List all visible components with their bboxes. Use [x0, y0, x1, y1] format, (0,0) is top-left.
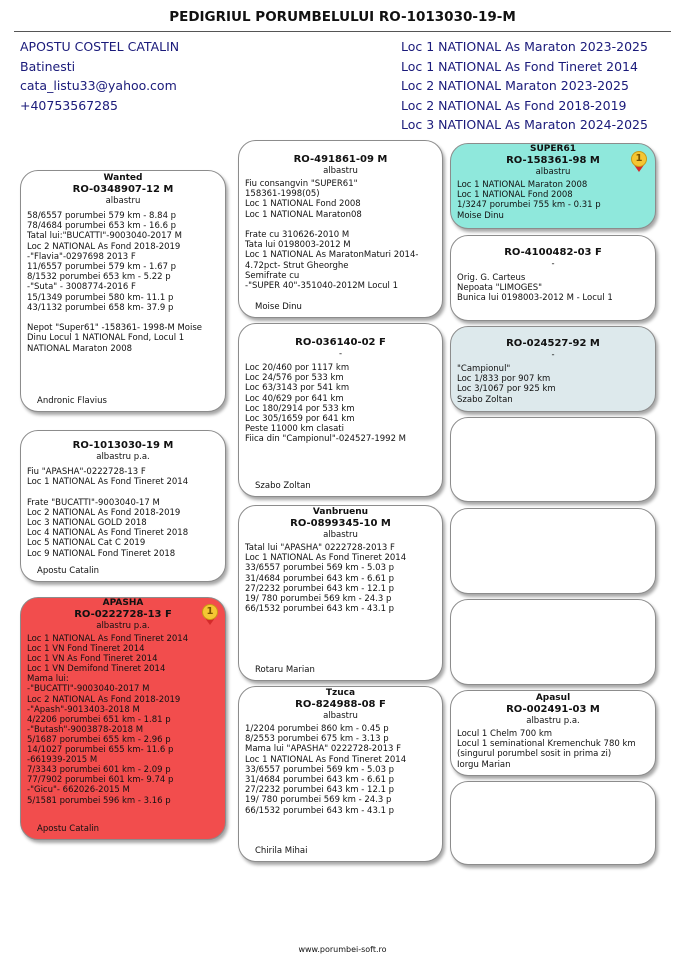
card-name: Tzuca — [325, 688, 356, 698]
owner-email[interactable]: cata_listu33@yahoo.com — [20, 78, 177, 93]
card-description: Orig. G. Carteus Nepoata "LIMOGES" Bunica lui 0198003-2012 M - Locul 1 — [457, 273, 613, 304]
card-ring: RO-824988-08 F — [295, 699, 386, 710]
card-name: Wanted — [103, 173, 143, 183]
card-ring: RO-036140-02 F — [295, 337, 386, 348]
card-owner: Andronic Flavius — [37, 396, 107, 406]
card-description: Tatal lui "APASHA" 0222728-2013 F Loc 1 NATIONAL As Fond Tineret 2014 33/6557 porumbei 569 km - 5.03 p 31/4684 porumbei 643 km - 6.61 p 27/2232 porumbei 643 km - 12.1 p 19/ 780 porumbei 569 km - 24.3 p 66/1532 porumbei 643 km - 43.1 p — [245, 543, 407, 615]
result-line: Loc 2 NATIONAL As Fond 2018-2019 — [401, 97, 627, 113]
card-owner: Chirila Mihai — [255, 846, 308, 856]
card-ring: RO-0899345-10 M — [290, 518, 391, 529]
card-sire-sire-dam[interactable] — [450, 235, 656, 321]
card-ring: RO-0348907-12 M — [72, 184, 174, 195]
card-color: - — [338, 349, 343, 359]
card-name: Vanbruenu — [312, 507, 369, 517]
owner-name: APOSTU COSTEL CATALIN — [20, 39, 180, 54]
card-color: albastru — [105, 196, 141, 206]
card-dam-sire[interactable] — [238, 505, 443, 681]
card-dam-sire-dam[interactable] — [450, 599, 656, 685]
result-line: Loc 1 NATIONAL As Fond Tineret 2014 — [401, 58, 638, 74]
card-sire-dam-dam[interactable] — [450, 417, 656, 502]
card-sire-sire-sire[interactable] — [450, 143, 656, 229]
card-sire-dam-sire[interactable] — [450, 326, 656, 412]
card-ring: RO-024527-92 M — [506, 338, 600, 349]
card-subject[interactable] — [20, 430, 226, 582]
card-owner: Apostu Catalin — [37, 566, 100, 576]
result-line: Loc 3 NATIONAL As Maraton 2024-2025 — [401, 117, 648, 132]
card-description: 1/2204 porumbei 860 km - 0.45 p 8/2553 porumbei 675 km - 3.13 p Mama lui "APASHA" 0222728-2013 F Loc 1 NATIONAL As Fond Tineret 2014 33/6557 porumbei 569 km - 5.03 p 31/4684 porumbei 643 km - 6.61 p 27/2232 porumbei 643 km - 12.1 p 19/ 780 porumbei 569 km - 24.3 p 66/1532 porumbei 643 km - 43.1 p — [245, 724, 407, 816]
card-description: Fiu consangvin "SUPER61" 158361-1998(05) Loc 1 NATIONAL Fond 2008 Loc 1 NATIONAL Maraton08 Frate cu 310626-2010 M Tata lui 0198003-2012 M Loc 1 NATIONAL As MaratonMaturi 2014- 4.72pct- Strut Gheorghe Semifrate cu -"SUPER 40"-351040-2012M Locul 1 — [245, 179, 419, 292]
card-description: Loc 20/460 por 1117 km Loc 24/576 por 533 km Loc 63/3143 por 541 km Loc 40/629 por 641 km Loc 180/2914 por 533 km Loc 305/1659 por 641 km Peste 11000 km clasati Fiica din "Campionul"-024527-1992 M — [245, 363, 407, 445]
card-ring: RO-0222728-13 F — [74, 609, 172, 620]
title-divider — [14, 31, 671, 32]
card-description: Locul 1 Chelm 700 km Locul 1 seminational Kremenchuk 780 km (singurul porumbel sosit in prima zi) — [457, 729, 636, 760]
page-title: PEDIGRIUL PORUMBELULUI RO-1013030-19-M — [169, 9, 516, 25]
card-sire-sire[interactable] — [238, 140, 443, 318]
card-dam-dam[interactable] — [238, 686, 443, 862]
card-description: "Campionul" Loc 1/833 por 907 km Loc 3/1067 por 925 km — [457, 364, 556, 395]
card-description: Loc 1 NATIONAL As Fond Tineret 2014 Loc 1 VN Fond Tineret 2014 Loc 1 VN As Fond Tineret 2014 Loc 1 VN Demifond Tineret 2014 Mama lui: -"BUCATTI"-9003040-2017 M Loc 2 NATIONAL As Fond 2018-2019 -"Apash"-9013403-2018 M 4/2206 porumbei 651 km - 1.81 p -"Butash"-9003878-2018 M 5/1687 porumbei 655 km - 2.96 p 14/1027 porumbei 655 km- 11.6 p -661939-2015 M 7/3343 porumbei 601 km - 2.09 p 77/7902 porumbei 601 km- 9.74 p -"Gicu"- 662026-2015 M 5/1581 porumbei 596 km - 3.16 p — [27, 634, 189, 806]
card-owner: Moise Dinu — [457, 210, 504, 221]
card-dam-dam-sire[interactable] — [450, 690, 656, 776]
card-color: albastru — [323, 166, 358, 176]
card-name: APASHA — [102, 598, 144, 608]
card-ring: RO-4100482-03 F — [504, 247, 602, 258]
card-name: SUPER61 — [530, 144, 576, 154]
card-name: Apasul — [535, 693, 571, 703]
owner-phone: +40753567285 — [20, 97, 118, 113]
card-color: - — [551, 259, 555, 269]
card-color: - — [551, 350, 555, 360]
card-description: Loc 1 NATIONAL Maraton 2008 Loc 1 NATIONAL Fond 2008 1/3247 porumbei 755 km - 0.31 p — [457, 180, 601, 211]
owner-city: Batinesti — [20, 58, 76, 74]
card-owner: Rotaru Marian — [255, 665, 315, 675]
card-sire-dam[interactable] — [238, 323, 443, 497]
card-ring: RO-491861-09 M — [293, 154, 388, 165]
card-color: albastru p.a. — [526, 716, 580, 726]
card-owner: Szabo Zoltan — [255, 481, 311, 491]
card-sire[interactable] — [20, 170, 226, 412]
card-owner: Moise Dinu — [255, 302, 302, 312]
card-description: 58/6557 porumbei 579 km - 8.84 p 78/4684 porumbei 653 km - 16.6 p Tatal lui:"BUCATTI"-9003040-2017 M Loc 2 NATIONAL As Fond 2018-2019 -"Flavia"-0297698 2013 F 11/6557 porumbei 579 km - 1.67 p 8/1532 porumbei 653 km - 5.22 p -"Suta" - 3008774-2016 F 15/1349 porumbei 580 km- 11.1 p 43/1132 porumbei 658 km- 37.9 p Nepot "Super61" -158361- 1998-M Moise Dinu Locul 1 NATIONAL Fond, Locul 1 NATIONAL Maraton 2008 — [27, 211, 203, 354]
card-description: Fiu "APASHA"-0222728-13 F Loc 1 NATIONAL As Fond Tineret 2014 Frate "BUCATTI"-9003040-17 M Loc 2 NATIONAL As Fond 2018-2019 Loc 3 NATIONAL GOLD 2018 Loc 4 NATIONAL As Fond Tineret 2018 Loc 5 NATIONAL Cat C 2019 Loc 9 NATIONAL Fond Tineret 2018 — [27, 467, 189, 559]
card-ring: RO-158361-98 M — [506, 155, 600, 166]
card-owner: Iorgu Marian — [457, 759, 511, 770]
card-color: albastru — [323, 530, 358, 540]
footer-website[interactable]: www.porumbei-soft.ro — [298, 945, 387, 954]
card-color: albastru — [535, 167, 571, 177]
card-ring: RO-1013030-19 M — [72, 440, 174, 451]
card-dam[interactable] — [20, 597, 226, 840]
card-ring: RO-002491-03 M — [506, 704, 600, 715]
card-color: albastru p.a. — [96, 621, 150, 631]
card-color: albastru — [323, 711, 358, 721]
owner-info — [20, 37, 179, 115]
card-color: albastru p.a. — [96, 452, 150, 462]
owner-results — [401, 37, 648, 135]
card-owner: Szabo Zoltan — [457, 394, 513, 405]
result-line: Loc 2 NATIONAL Maraton 2023-2025 — [401, 78, 629, 93]
card-dam-dam-dam[interactable] — [450, 781, 656, 865]
card-owner: Apostu Catalin — [37, 824, 100, 834]
result-line: Loc 1 NATIONAL As Maraton 2023-2025 — [401, 39, 648, 54]
medal-icon: 1 — [630, 151, 648, 169]
card-dam-sire-sire[interactable] — [450, 508, 656, 594]
medal-icon: 1 — [201, 604, 219, 622]
